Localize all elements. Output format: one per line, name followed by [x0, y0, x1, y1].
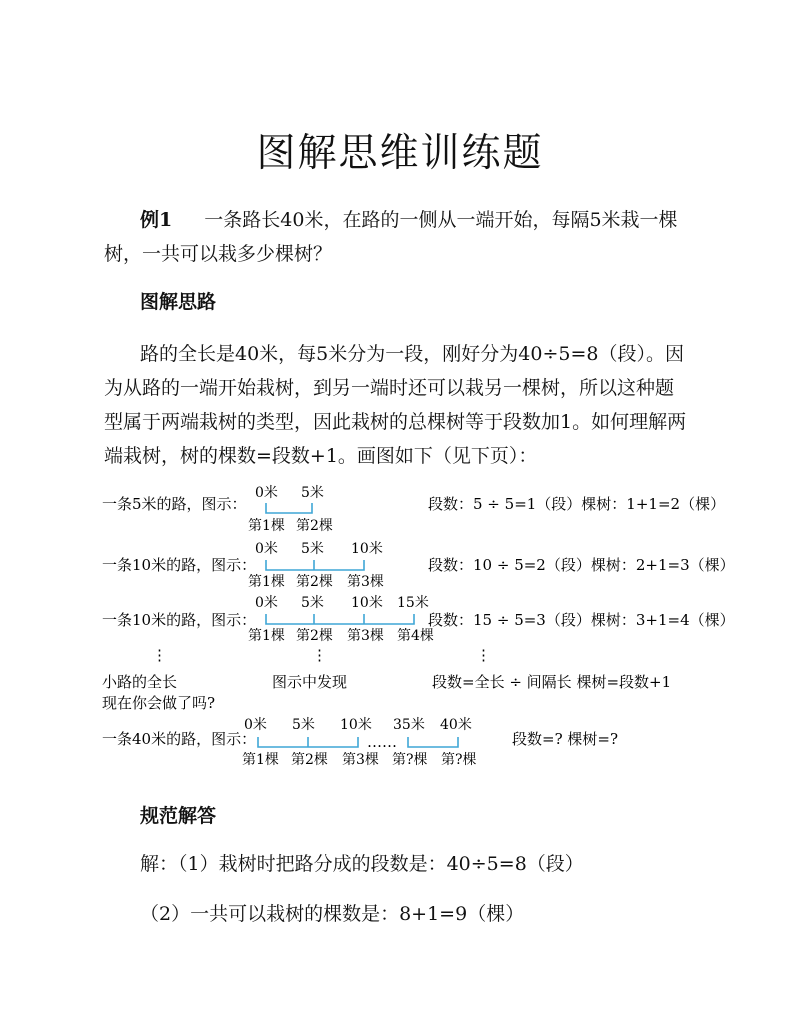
distance-mark: 35米	[393, 717, 425, 733]
tree-label: 第1棵	[248, 518, 285, 534]
distance-mark: 15米	[397, 595, 429, 611]
tree-label: 第3棵	[347, 574, 384, 590]
distance-mark: 5米	[301, 595, 324, 611]
tree-label: 第3棵	[342, 752, 379, 768]
row-label: 一条40米的路，图示：	[102, 730, 257, 748]
example-label: 例1	[140, 209, 173, 231]
tree-label: 第1棵	[242, 752, 279, 768]
road-segment-line	[408, 737, 458, 747]
distance-mark: 0米	[255, 541, 278, 557]
section-heading-analysis: 图解思路	[140, 291, 217, 313]
distance-mark: 5米	[301, 485, 324, 501]
vertical-ellipsis: ⋮	[312, 646, 327, 664]
distance-mark: 0米	[255, 485, 278, 501]
diagram-row-3	[102, 594, 735, 644]
tree-label: 第1棵	[248, 628, 285, 644]
row-label: 一条10米的路，图示：	[102, 611, 257, 629]
page-title: 图解思维训练题	[256, 131, 544, 176]
distance-mark: 10米	[351, 595, 383, 611]
road-segment-line	[266, 614, 414, 624]
answer-line-2: （2）一共可以栽树的棵数是：8+1=9（棵）	[140, 903, 525, 925]
summary-left: 小路的全长	[102, 673, 178, 691]
distance-mark: 5米	[292, 717, 315, 733]
question-text: 现在你会做了吗?	[102, 694, 216, 712]
example-text-1: 一条路长40米，在路的一侧从一端开始，每隔5米栽一棵	[204, 209, 678, 231]
diagram-row-2	[102, 540, 735, 590]
distance-mark: 40米	[440, 717, 472, 733]
row-label: 一条5米的路，图示：	[102, 495, 247, 513]
tree-label: 第1棵	[248, 574, 285, 590]
row-result: 段数：10 ÷ 5=2（段）棵树：2+1=3（棵）	[428, 556, 735, 574]
row-result: 段数：15 ÷ 5=3（段）棵树：3+1=4（棵）	[428, 611, 735, 629]
summary-middle: 图示中发现	[272, 673, 348, 691]
vertical-ellipsis: ⋮	[476, 646, 491, 664]
road-segment-line	[266, 503, 312, 513]
section-heading-answer: 规范解答	[140, 805, 217, 827]
tree-label: 第4棵	[397, 628, 434, 644]
analysis-line-2: 为从路的一端开始栽树，到另一端时还可以栽另一棵树，所以这种题	[104, 377, 675, 399]
row-result: 段数：5 ÷ 5=1（段）棵树：1+1=2（棵）	[428, 495, 726, 513]
row-result: 段数=? 棵树=?	[512, 730, 618, 748]
analysis-line-3: 型属于两端栽树的类型，因此栽树的总棵树等于段数加1。如何理解两	[104, 411, 687, 433]
diagram-final-row	[102, 716, 618, 768]
ellipsis: ……	[367, 733, 397, 751]
tree-label: 第2棵	[291, 752, 328, 768]
analysis-line-4: 端栽树，树的棵数=段数+1。画图如下（见下页）：	[104, 445, 538, 467]
vertical-ellipsis: ⋮	[152, 646, 167, 664]
tree-label: 第2棵	[296, 574, 333, 590]
tree-label: 第3棵	[347, 628, 384, 644]
distance-mark: 10米	[351, 541, 383, 557]
row-label: 一条10米的路，图示：	[102, 556, 257, 574]
road-segment-line	[258, 737, 358, 747]
tree-label: 第2棵	[296, 518, 333, 534]
tree-label: 第?棵	[441, 752, 477, 768]
analysis-line-1: 路的全长是40米，每5米分为一段，刚好分为40÷5=8（段）。因	[140, 343, 684, 365]
distance-mark: 0米	[255, 595, 278, 611]
distance-mark: 5米	[301, 541, 324, 557]
summary-right: 段数=全长 ÷ 间隔长 棵树=段数+1	[432, 673, 672, 691]
road-segment-line	[266, 560, 364, 570]
tree-label: 第?棵	[392, 752, 428, 768]
example-line-2: 树，一共可以栽多少棵树？	[104, 243, 333, 265]
answer-line-1: 解：（1）栽树时把路分成的段数是：40÷5=8（段）	[140, 853, 584, 875]
diagram-row-1	[102, 484, 725, 534]
distance-mark: 0米	[244, 717, 267, 733]
distance-mark: 10米	[340, 717, 372, 733]
tree-label: 第2棵	[296, 628, 333, 644]
